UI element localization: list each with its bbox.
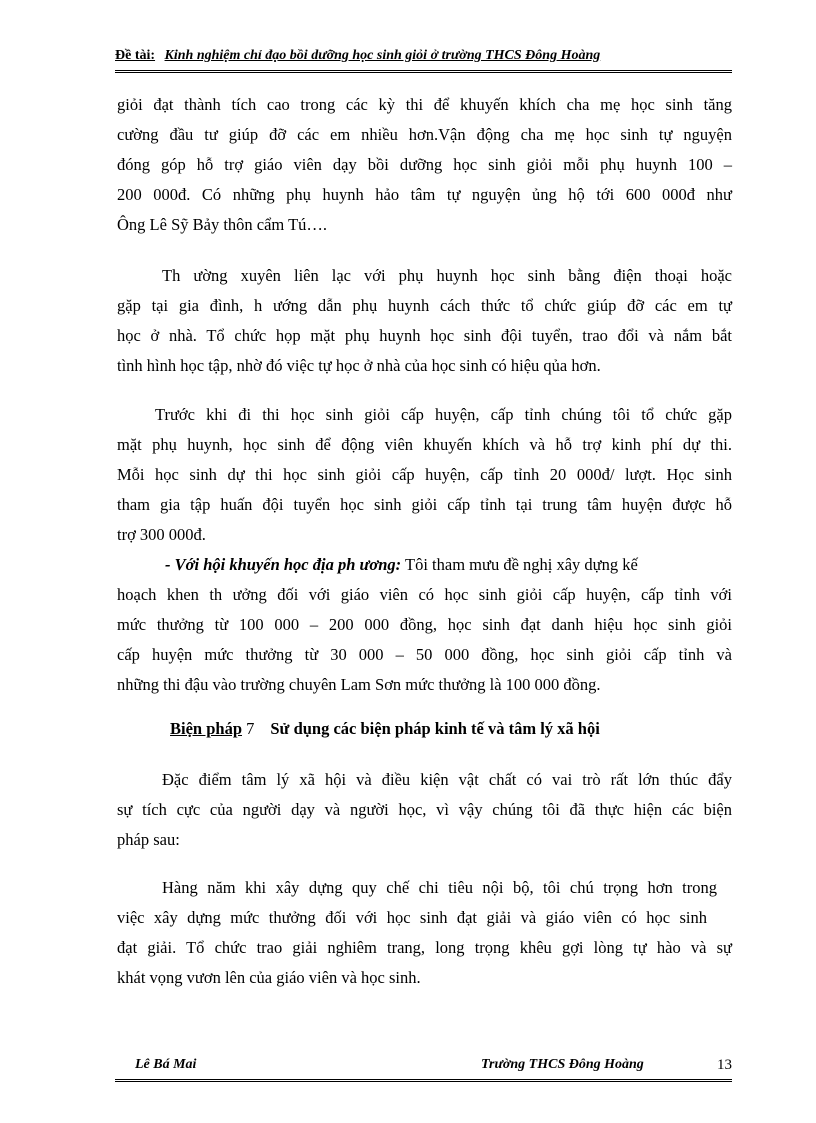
paragraph-3: [117, 400, 732, 700]
text-line: đạt giải. Tổ chức trao giải nghiêm trang, long trọng khêu gợi lòng tự hào và sự: [117, 938, 732, 957]
text-line: pháp sau:: [117, 830, 180, 849]
text-line: cấp huyện mức thưởng từ 30 000 – 50 000 đồng, học sinh giỏi cấp tỉnh và: [117, 645, 732, 664]
text-line: cường đầu tư giúp đỡ các em nhiều hơn.Vận động cha mẹ học sinh tự nguyện: [117, 125, 732, 144]
text-line: giỏi đạt thành tích cao trong các kỳ thi để khuyến khích cha mẹ học sinh tăng: [117, 95, 732, 114]
page-number: 13: [717, 1057, 732, 1073]
paragraph-5: [117, 765, 732, 855]
paragraph-1: [117, 90, 732, 240]
page-header: [115, 48, 732, 68]
page-footer: [135, 1057, 732, 1079]
header-rule: [115, 70, 732, 73]
text-line: sự tích cực của người dạy và người học, vì vậy chúng tôi đã thực hiện các biện: [117, 800, 732, 819]
footer-school: Trường THCS Đông Hoàng: [481, 1057, 644, 1072]
text-line: Ông Lê Sỹ Bảy thôn cẩm Tú….: [117, 215, 328, 234]
text-line: đóng góp hỗ trợ giáo viên dạy bồi dưỡng học sinh giỏi mỗi phụ huynh 100 –: [117, 155, 732, 174]
text-line: Hàng năm khi xây dựng quy chế chi tiêu nội bộ, tôi chú trọng hơn trong: [162, 878, 717, 897]
text-line: hoạch khen th ưởng đối với giáo viên có học sinh giỏi cấp huyện, cấp tỉnh với: [117, 585, 732, 604]
text-line: Th ường xuyên liên lạc với phụ huynh học sinh bằng điện thoại hoặc: [162, 266, 732, 285]
section-heading-number: 7: [242, 719, 255, 738]
text-line: Đặc điểm tâm lý xã hội và điều kiện vật chất có vai trò rất lớn thúc đẩy: [162, 770, 732, 789]
text-line: tham gia tập huấn đội tuyển học sinh giỏi cấp tỉnh tại trung tâm huyện được hỗ: [117, 495, 732, 514]
text-line: việc xây dựng mức thưởng đối với học sinh đạt giải và giáo viên có học sinh: [117, 908, 707, 927]
text-line: Trước khi đi thi học sinh giỏi cấp huyện, cấp tỉnh chúng tôi tổ chức gặp: [155, 405, 732, 424]
section-heading: [170, 719, 600, 739]
text-line: tình hình học tập, nhờ đó việc tự học ở nhà của học sinh có hiệu qủa hơn.: [117, 356, 601, 375]
paragraph-2: [117, 261, 732, 381]
text-line: mặt phụ huynh, học sinh để động viên khuyến khích và hỗ trợ kinh phí dự thi.: [117, 435, 732, 454]
text-line: khát vọng vươn lên của giáo viên và học sinh.: [117, 968, 421, 987]
text-line: gặp tại gia đình, h ướng dẫn phụ huynh cách thức tổ chức giúp đỡ các em tự: [117, 296, 732, 315]
lead-rest: Tôi tham mưu đề nghị xây dựng kế: [401, 555, 638, 574]
text-line: học ở nhà. Tổ chức họp mặt phụ huynh học sinh đội tuyển, trao đổi và nắm bắt: [117, 326, 732, 345]
header-title: Kinh nghiệm chỉ đạo bồi dưỡng học sinh giỏi ở trường THCS Đông Hoàng: [164, 48, 601, 63]
text-line: [117, 550, 732, 580]
text-line: Mỗi học sinh dự thi học sinh giỏi cấp huyện, cấp tỉnh 20 000đ/ lượt. Học sinh: [117, 465, 732, 484]
text-line: những thi đậu vào trường chuyên Lam Sơn mức thưởng là 100 000 đồng.: [117, 675, 601, 694]
lead-emphasis: - Với hội khuyến học địa ph ương:: [165, 555, 402, 574]
section-heading-label: Biện pháp: [170, 719, 242, 738]
text-line: mức thưởng từ 100 000 – 200 000 đồng, học sinh đạt danh hiệu học sinh giỏi: [117, 615, 732, 634]
footer-rule: [115, 1079, 732, 1082]
footer-author: Lê Bá Mai: [135, 1057, 197, 1072]
section-heading-text: Sử dụng các biện pháp kinh tế và tâm lý xã hội: [270, 719, 600, 738]
text-line: trợ 300 000đ.: [117, 525, 206, 544]
paragraph-6: [117, 873, 732, 993]
header-label: Đề tài:: [115, 48, 156, 63]
text-line: 200 000đ. Có những phụ huynh hảo tâm tự nguyện ủng hộ tới 600 000đ như: [117, 185, 732, 204]
